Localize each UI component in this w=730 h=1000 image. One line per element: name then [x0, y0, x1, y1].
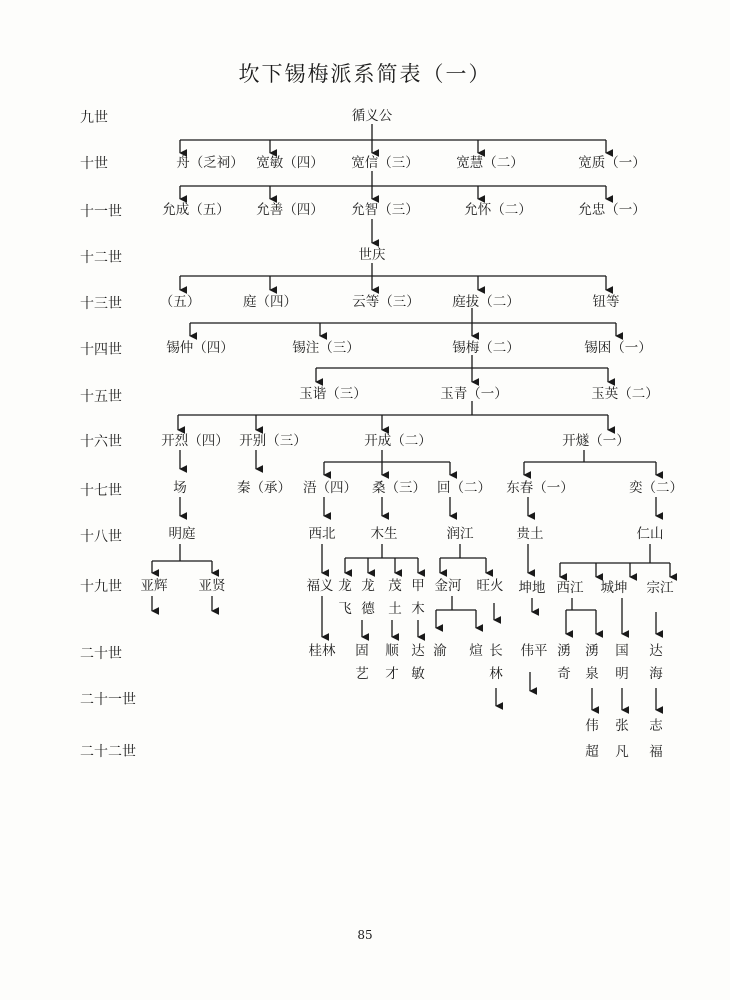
person-node: 云等（三）: [352, 294, 420, 310]
person-node: 桑（三）: [372, 480, 426, 496]
person-node: 土: [388, 601, 402, 617]
person-node: 西北: [308, 526, 336, 542]
person-node: 超: [585, 744, 599, 760]
person-node: 桂林: [308, 643, 336, 659]
person-node: 顺: [385, 643, 399, 659]
person-node: 渝: [433, 643, 447, 659]
person-node: 坤地: [518, 580, 546, 596]
person-node: 金河: [434, 578, 462, 594]
person-node: 奕（二）: [629, 480, 683, 496]
person-node: 龙: [361, 578, 375, 594]
person-node: 宽质（一）: [578, 155, 646, 171]
person-node: 允智（三）: [351, 202, 419, 218]
person-node: 海: [649, 666, 663, 682]
person-node: 润江: [446, 526, 474, 542]
person-node: 开燧（一）: [562, 433, 630, 449]
person-node: （五）: [159, 294, 201, 310]
person-node: 甲: [411, 578, 425, 594]
person-node: 长: [489, 643, 503, 659]
person-node: 宽敏（四）: [256, 155, 324, 171]
person-node: 贵土: [516, 526, 544, 542]
person-node: 木生: [370, 526, 398, 542]
person-node: 宗江: [646, 580, 674, 596]
person-node: 城坤: [600, 580, 628, 596]
person-node: 东春（一）: [506, 480, 574, 496]
person-node: 庭拔（二）: [452, 294, 520, 310]
generation-label: 十八世: [80, 529, 122, 545]
generation-label: 二十二世: [80, 744, 136, 760]
person-node: 飞: [338, 601, 352, 617]
person-node: 允成（五）: [162, 202, 230, 218]
person-node: 开烈（四）: [161, 433, 229, 449]
page-title: 坎下锡梅派系简表（一）: [238, 62, 492, 86]
person-node: 福: [649, 744, 663, 760]
person-node: 亚贤: [198, 578, 226, 594]
person-node: 达: [649, 643, 663, 659]
person-node: 明: [615, 666, 629, 682]
person-node: 浯（四）: [303, 480, 357, 496]
person-node: 锡注（三）: [292, 340, 360, 356]
person-node: 允忠（一）: [578, 202, 646, 218]
generation-label: 十二世: [80, 250, 122, 266]
person-node: 回（二）: [437, 480, 491, 496]
person-node: 湧: [585, 643, 599, 659]
person-node: 明庭: [168, 526, 196, 542]
person-node: 西江: [556, 580, 584, 596]
generation-label: 十一世: [80, 204, 122, 220]
person-node: 允怀（二）: [464, 202, 532, 218]
person-node: 锡仲（四）: [166, 340, 234, 356]
person-node: 煊: [469, 643, 483, 659]
generation-label: 十世: [80, 156, 108, 172]
person-node: 国: [615, 643, 629, 659]
person-node: 庭（四）: [243, 294, 297, 310]
person-node: 湧: [557, 643, 571, 659]
person-node: 仁山: [636, 526, 664, 542]
person-node: 泉: [585, 666, 599, 682]
person-node: 钮等: [592, 294, 620, 310]
person-node: 舟（乏祠）: [176, 155, 244, 171]
person-node: 艺: [355, 666, 369, 682]
generation-label: 十七世: [80, 483, 122, 499]
generation-label: 二十世: [80, 646, 122, 662]
person-node: 木: [411, 601, 425, 617]
person-node: 亚辉: [140, 578, 168, 594]
person-node: 开别（三）: [239, 433, 307, 449]
person-node: 奇: [557, 666, 571, 682]
person-node: 开成（二）: [364, 433, 432, 449]
person-node: 伟平: [520, 643, 548, 659]
person-node: 凡: [615, 744, 629, 760]
generation-label: 十三世: [80, 296, 122, 312]
person-node: 锡困（一）: [584, 340, 652, 356]
person-node: 宽信（三）: [351, 155, 419, 171]
person-node: 允善（四）: [256, 202, 324, 218]
person-node: 场: [173, 480, 187, 496]
generation-label: 九世: [80, 110, 108, 126]
page-number: 85: [357, 928, 373, 942]
generation-label: 十九世: [80, 579, 122, 595]
person-node: 世庆: [358, 247, 386, 263]
person-node: 秦（承）: [237, 480, 291, 496]
person-node: 达: [411, 643, 425, 659]
generation-label: 十四世: [80, 342, 122, 358]
person-node: 玉英（二）: [591, 386, 659, 402]
person-node: 宽慧（二）: [456, 155, 524, 171]
person-node: 德: [361, 601, 375, 617]
person-node: 才: [385, 666, 399, 682]
person-node: 志: [649, 718, 663, 734]
person-node: 福义: [306, 578, 334, 594]
person-node: 龙: [338, 578, 352, 594]
person-node: 固: [355, 643, 369, 659]
generation-label: 十五世: [80, 389, 122, 405]
generation-label: 二十一世: [80, 692, 136, 708]
person-node: 张: [615, 718, 629, 734]
person-node: 敏: [411, 666, 425, 682]
person-node: 林: [489, 666, 503, 682]
generation-label: 十六世: [80, 434, 122, 450]
person-node: 旺火: [476, 578, 504, 594]
person-node: 循义公: [351, 108, 393, 124]
person-node: 玉青（一）: [440, 386, 508, 402]
person-node: 锡梅（二）: [452, 340, 520, 356]
person-node: 茂: [388, 578, 402, 594]
person-node: 玉谐（三）: [299, 386, 367, 402]
person-node: 伟: [585, 718, 599, 734]
